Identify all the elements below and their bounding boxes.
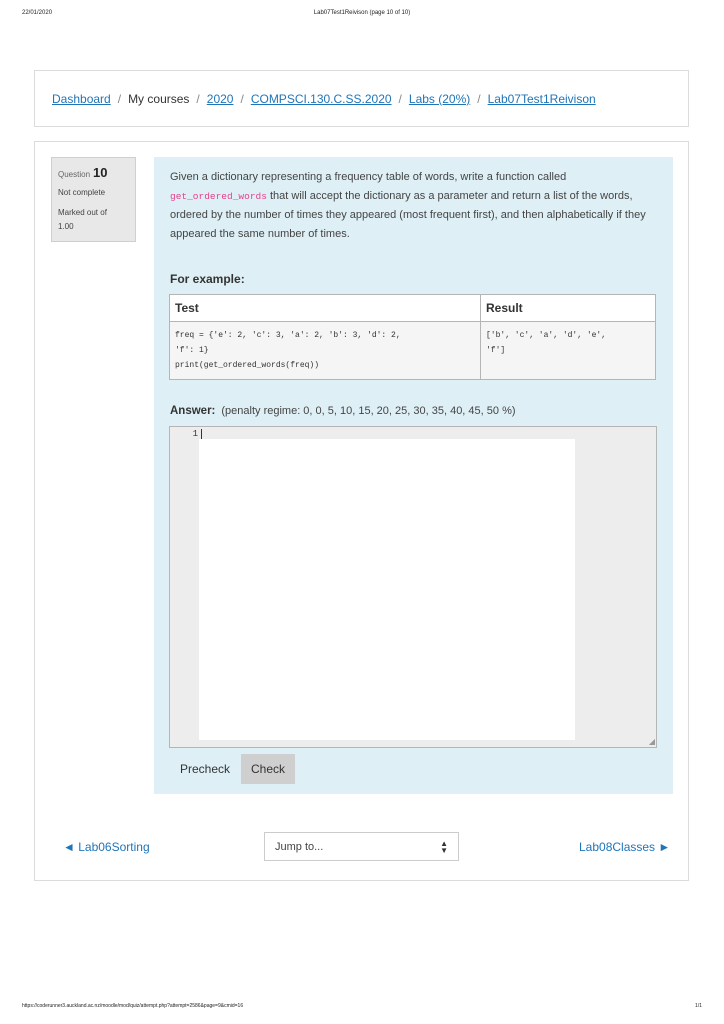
breadcrumb-separator: / [196, 92, 200, 106]
column-header-test: Test [170, 295, 481, 322]
table-row [170, 322, 656, 380]
select-arrows-icon: ▲ ▼ [440, 839, 448, 855]
check-button[interactable]: Check [241, 754, 295, 784]
print-footer [22, 1003, 702, 1009]
question-number [58, 165, 129, 180]
print-page-number: 1/1 [695, 1003, 702, 1009]
breadcrumb [52, 92, 596, 106]
jump-to-select[interactable] [264, 832, 459, 861]
line-number: 1 [192, 429, 198, 439]
breadcrumb-separator: / [477, 92, 481, 106]
print-date: 22/01/2020 [22, 10, 53, 16]
text-cursor [201, 429, 202, 439]
resize-handle-icon[interactable]: ◢ [648, 737, 655, 746]
function-name: get_ordered_words [170, 190, 267, 202]
precheck-button[interactable]: Precheck [170, 754, 240, 784]
left-arrow-icon: ◄ [63, 840, 75, 854]
previous-activity-label: Lab06Sorting [78, 840, 150, 854]
breadcrumb-separator: / [398, 92, 402, 106]
previous-activity-link[interactable] [63, 840, 150, 854]
breadcrumb-quiz[interactable]: Lab07Test1Reivison [487, 92, 596, 106]
next-activity-label: Lab08Classes [579, 840, 656, 854]
grade-label: Marked out of [58, 208, 107, 217]
print-title: Lab07Test1Reivison (page 10 of 10) [313, 10, 411, 16]
example-table [169, 294, 656, 380]
question-number-value: 10 [93, 165, 108, 180]
test-cell: freq = {'e': 2, 'c': 3, 'a': 2, 'b': 3, 'd': 2, 'f': 1} print(get_ordered_words(freq)) [170, 322, 481, 380]
breadcrumb-dashboard[interactable]: Dashboard [52, 92, 111, 106]
breadcrumb-separator: / [240, 92, 244, 106]
breadcrumb-course[interactable]: COMPSCI.130.C.SS.2020 [250, 92, 392, 106]
grade-value: 1.00 [58, 222, 74, 231]
question-text [170, 168, 660, 243]
question-text-after: that will accept the dictionary as a parameter and return a list of the words, ordered by the number of times they appeared (most frequent first), and then alphabetically if they appeared the same number of times. [170, 189, 646, 240]
next-activity-link[interactable] [579, 840, 670, 854]
code-editor[interactable] [169, 426, 657, 748]
jump-to-label: Jump to... [275, 841, 324, 853]
question-label: Question [58, 170, 91, 179]
breadcrumb-labs[interactable]: Labs (20%) [408, 92, 471, 106]
breadcrumb-separator: / [117, 92, 122, 106]
penalty-regime: (penalty regime: 0, 0, 5, 10, 15, 20, 25, 30, 35, 40, 45, 50 %) [221, 405, 516, 417]
answer-label: Answer: [170, 405, 216, 417]
right-arrow-icon: ► [658, 840, 671, 854]
code-input[interactable] [199, 439, 575, 740]
column-header-result: Result [481, 295, 656, 322]
question-grade [58, 206, 129, 234]
question-state: Not complete [58, 188, 106, 197]
breadcrumb-container [34, 70, 689, 127]
print-header [22, 10, 702, 22]
answer-heading [170, 405, 516, 417]
question-content [154, 157, 673, 794]
breadcrumb-my-courses: My courses [128, 92, 190, 106]
print-url: https://coderunner3.auckland.ac.nz/moodle/mod/quiz/attempt.php?attempt=2586&page=9&cmid=16 [22, 1003, 244, 1009]
example-heading: For example: [170, 272, 245, 286]
example-table-header [170, 295, 656, 322]
breadcrumb-year[interactable]: 2020 [206, 92, 234, 106]
question-info [51, 157, 136, 242]
question-text-before: Given a dictionary representing a frequency table of words, write a function called [170, 171, 567, 183]
result-cell: ['b', 'c', 'a', 'd', 'e', 'f'] [481, 322, 656, 380]
